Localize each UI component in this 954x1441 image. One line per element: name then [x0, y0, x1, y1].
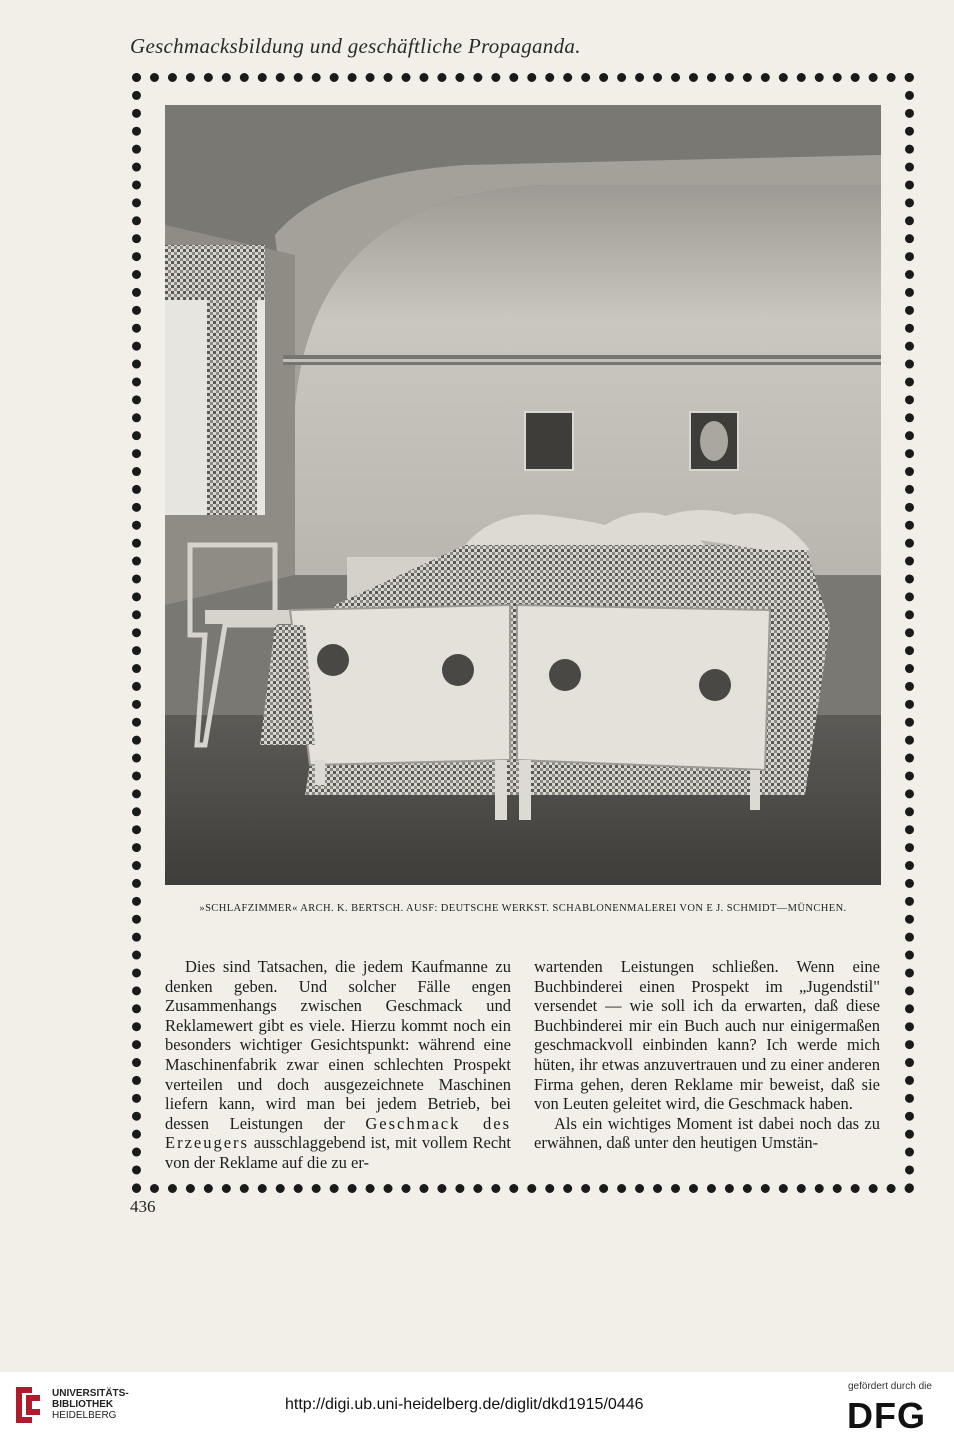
bedroom-illustration: [165, 105, 881, 885]
running-head: Geschmacksbildung und geschäftliche Propaganda.: [130, 34, 581, 58]
bedroom-photo: [165, 105, 881, 885]
paragraph: wartenden Leistungen schließen. Wenn eine Buchbinderei einen Prospekt im „Jugendstil" versendet — wie soll ich da erwarten, daß diese Buchbinderei mir ein Buch auch nur einigermaßen geschmackvoll einbinden kann? Ich werde mich hüten, ihr etwas anzuvertrauen und zu einer anderen Firma gehen, deren Reklame mir beweist, daß sie von Leuten geleitet wird, die Geschmack haben.: [534, 957, 880, 1114]
funded-by-label: gefördert durch die: [848, 1381, 932, 1392]
paragraph-text: ausschlaggebend ist, mit vollem Recht von der Reklame auf die zu er-: [165, 1133, 511, 1172]
ornamental-frame: [132, 73, 914, 1193]
paragraph-text: Dies sind Tatsachen, die jedem Kaufmanne zu denken geben. Und solcher Fälle engen Zusammenhangs zwischen Geschmack und Reklamewert gibt es viele. Hierzu kommt noch ein besonders wichtiger Gesichtspunkt: während eine Maschinenfabrik zwar einen schlechten Prospekt verteilen und doch ausgezeichnete Maschinen liefern kann, wird man bei jedem Betrieb, bei dessen Leistungen der: [165, 957, 511, 1133]
figure-caption: »SCHLAFZIMMER« ARCH. K. BERTSCH. AUSF: DEUTSCHE WERKST. SCHABLONENMALEREI VON E J. SCHMIDT—MÜNCHEN.: [199, 903, 847, 914]
paragraph: [165, 957, 511, 1173]
library-line: BIBLIOTHEK: [52, 1399, 114, 1410]
library-line: HEIDELBERG: [52, 1410, 117, 1421]
emphasized-text: Geschmack des Erzeugers: [165, 1113, 511, 1153]
university-library-logo-icon: [10, 1383, 46, 1427]
text-column-left: [165, 957, 511, 1173]
library-name: [52, 1388, 129, 1421]
dfg-logo: DFG: [847, 1395, 926, 1436]
permalink-url[interactable]: http://digi.ub.uni-heidelberg.de/diglit/dkd1915/0446: [285, 1396, 644, 1413]
text-column-right: [534, 957, 880, 1153]
page-number: 436: [130, 1197, 156, 1216]
paragraph: Als ein wichtiges Moment ist dabei noch das zu erwähnen, daß unter den heutigen Umstän-: [534, 1113, 880, 1153]
library-line: UNIVERSITÄTS-: [52, 1388, 129, 1399]
viewer-footer: [0, 1372, 954, 1441]
